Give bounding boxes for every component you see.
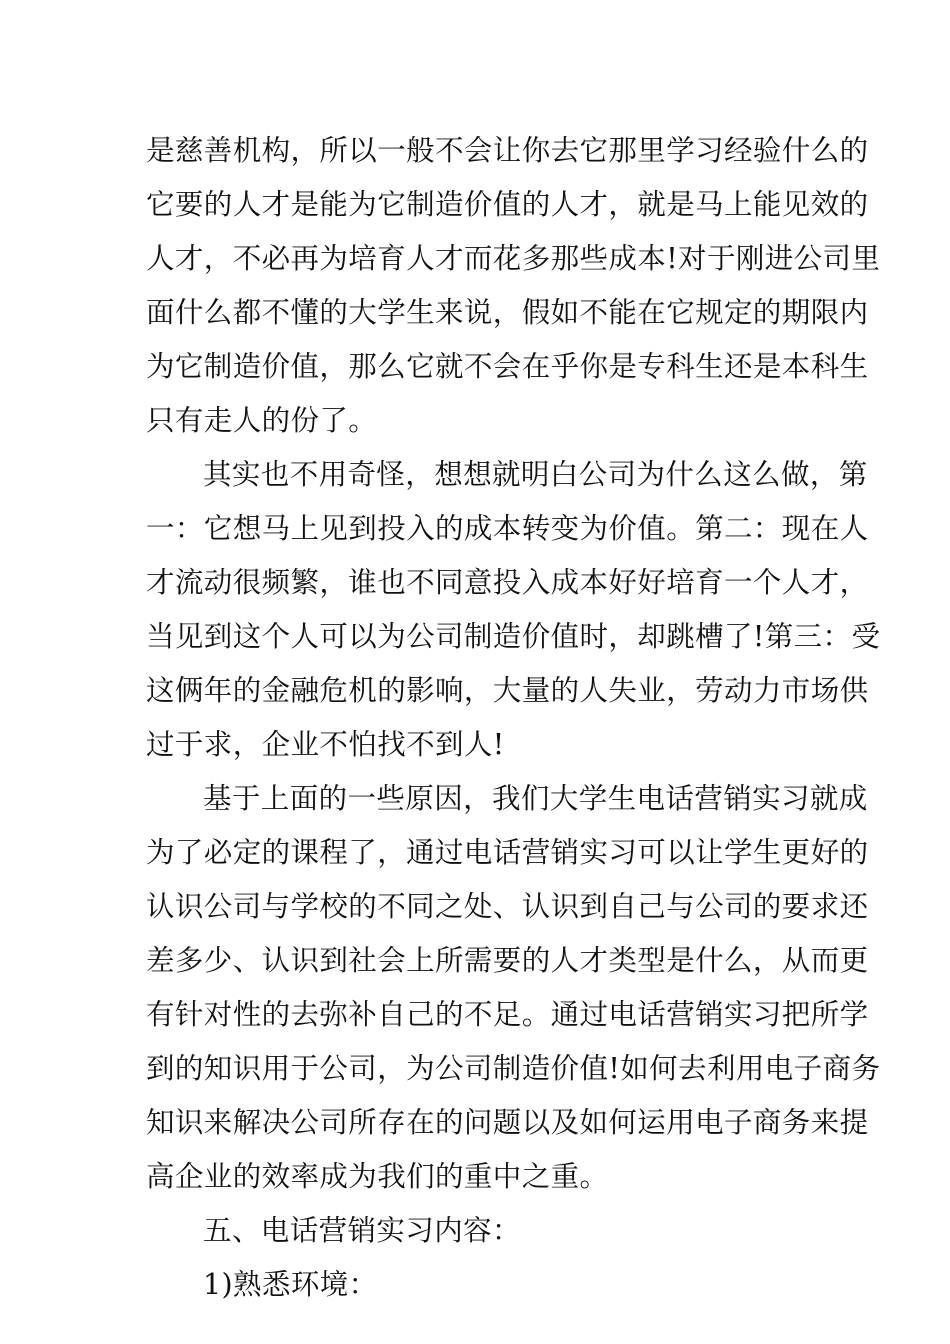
text-line: 有针对性的去弥补自己的不足。通过电话营销实习把所学 xyxy=(146,998,869,1031)
text-line: 过于求，企业不怕找不到人! xyxy=(146,728,505,761)
document-body xyxy=(146,124,881,1312)
text-line: 知识来解决公司所存在的问题以及如何运用电子商务来提 xyxy=(146,1106,869,1139)
text-line: 人才，不必再为培育人才而花多那些成本!对于刚进公司里 xyxy=(146,242,881,275)
text-line: 这俩年的金融危机的影响，大量的人失业，劳动力市场供 xyxy=(146,674,869,707)
paragraph-start-line: 基于上面的一些原因，我们大学生电话营销实习就成 xyxy=(203,782,868,815)
text-line: 它要的人才是能为它制造价值的人才，就是马上能见效的 xyxy=(146,188,869,221)
text-line: 面什么都不懂的大学生来说，假如不能在它规定的期限内 xyxy=(146,296,869,329)
text-line: 为了必定的课程了，通过电话营销实习可以让学生更好的 xyxy=(146,836,869,869)
text-line: 才流动很频繁，谁也不同意投入成本好好培育一个人才， xyxy=(146,566,869,599)
text-line: 高企业的效率成为我们的重中之重。 xyxy=(146,1160,609,1193)
subsection-heading: 1)熟悉环境： xyxy=(203,1268,378,1301)
paragraph-start-line: 其实也不用奇怪，想想就明白公司为什么这么做，第 xyxy=(203,458,868,491)
text-line: 到的知识用于公司，为公司制造价值!如何去利用电子商务 xyxy=(146,1052,881,1085)
section-heading: 五、电话营销实习内容： xyxy=(203,1214,521,1247)
text-line: 认识公司与学校的不同之处、认识到自己与公司的要求还 xyxy=(146,890,869,923)
text-line: 只有走人的份了。 xyxy=(146,404,378,437)
text-line: 当见到这个人可以为公司制造价值时，却跳槽了!第三：受 xyxy=(146,620,881,653)
text-line: 一：它想马上见到投入的成本转变为价值。第二：现在人 xyxy=(146,512,869,545)
text-line: 是慈善机构，所以一般不会让你去它那里学习经验什么的 xyxy=(146,134,869,167)
text-line: 差多少、认识到社会上所需要的人才类型是什么，从而更 xyxy=(146,944,869,977)
text-line: 为它制造价值，那么它就不会在乎你是专科生还是本科生 xyxy=(146,350,869,383)
